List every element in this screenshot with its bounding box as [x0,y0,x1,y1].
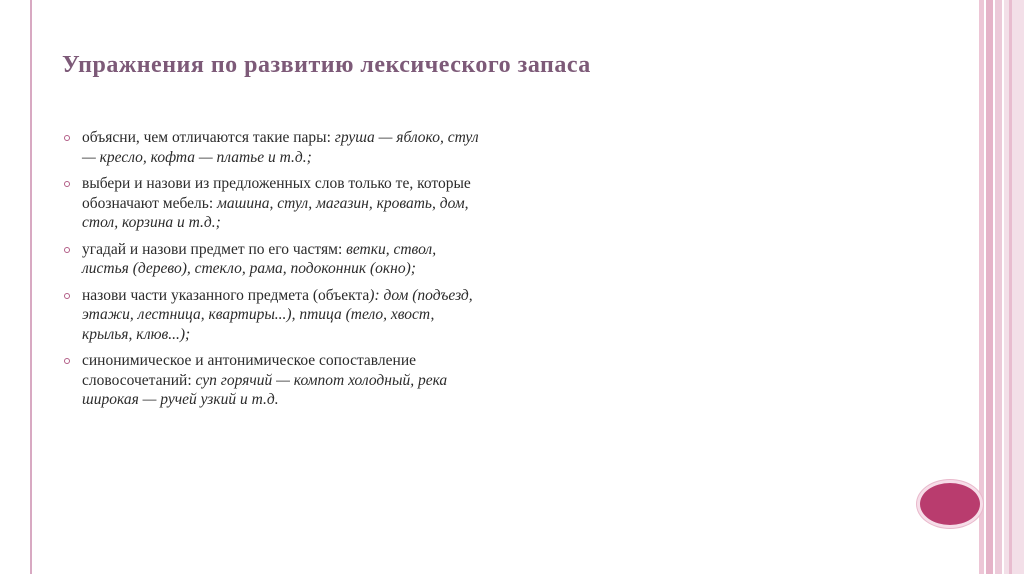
right-decorative-stripes [979,0,1024,574]
list-item [62,351,482,410]
item-plain-text: угадай и назови предмет по его частям: [82,240,347,258]
item-italic-text: ): дом (подъезд, этажи, лестница, квартиры...), птица (тело, хвост, крылья, клюв...); [82,286,473,343]
bullet-ring-icon [64,135,70,141]
item-italic-text: ветки, ствол, листья (дерево), стекло, рама, подоконник (окно); [82,240,437,277]
stripe-4 [1004,0,1024,574]
bullet-ring-icon [64,181,70,187]
bullet-list [62,128,482,417]
item-plain-text: объясни, чем отличаются такие пары: [82,129,335,146]
slide-title: Упражнения по развитию лексического запаса [62,52,591,78]
list-item [62,128,482,167]
item-plain-text: синонимическое и антонимическое сопоставление словосочетаний: [82,352,417,389]
item-italic-text: суп горячий — компот холодный, река широкая — ручей узкий и т.д. [82,371,448,408]
item-plain-text: выбери и назови из предложенных слов только те, которые обозначают мебель: [82,175,471,212]
list-item [62,286,482,345]
bullet-ring-icon [64,293,70,299]
left-decorative-line [30,0,32,574]
item-italic-text: груша — яблоко, стул — кресло, кофта — платье и т.д.; [82,129,479,166]
list-item [62,240,482,279]
bullet-ring-icon [64,247,70,253]
stripe-1 [979,0,984,574]
item-italic-text: машина, стул, магазин, кровать, дом, стол, корзина и т.д.; [82,194,469,231]
stripe-2 [986,0,993,574]
list-item [62,174,482,233]
stripe-3 [995,0,1002,574]
bullet-ring-icon [64,358,70,364]
stripe-5 [1009,0,1012,574]
item-plain-text: назови части указанного предмета (объекта [82,286,370,304]
decorative-circle [917,480,983,528]
